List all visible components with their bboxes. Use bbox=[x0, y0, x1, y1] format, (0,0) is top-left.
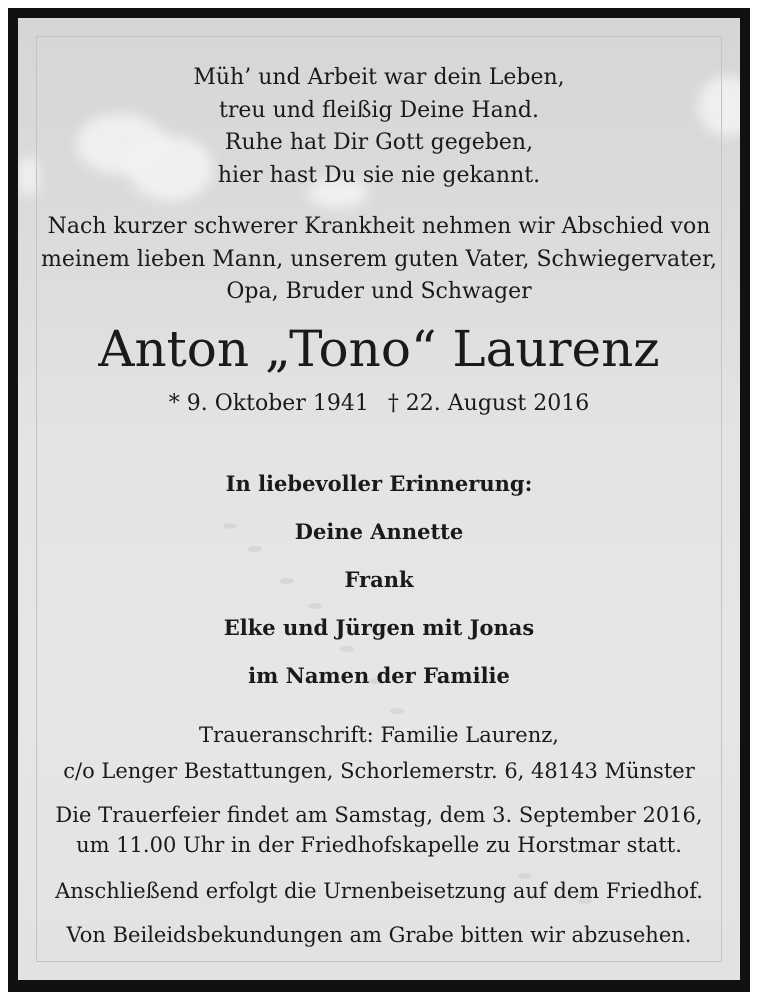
mourner-name: im Namen der Familie bbox=[248, 663, 510, 688]
birth-date: * 9. Oktober 1941 bbox=[168, 391, 369, 416]
poem-line: Ruhe hat Dir Gott gegeben, bbox=[224, 130, 534, 155]
poem bbox=[18, 62, 740, 192]
obituary-card bbox=[18, 18, 740, 980]
mourner-name: Elke und Jürgen mit Jonas bbox=[223, 615, 535, 640]
intro-line: Opa, Bruder und Schwager bbox=[226, 279, 532, 304]
service-line: Die Trauerfeier findet am Samstag, dem 3. September 2016, bbox=[55, 803, 703, 827]
address-line: Traueranschrift: Familie Laurenz, bbox=[199, 723, 559, 747]
obituary-frame bbox=[8, 8, 750, 992]
intro-line: Nach kurzer schwerer Krankheit nehmen wir Abschied von bbox=[47, 214, 711, 239]
funeral-service bbox=[18, 800, 740, 860]
address-line: c/o Lenger Bestattungen, Schorlemerstr. 6, 48143 Münster bbox=[63, 759, 695, 783]
mourner-name: Deine Annette bbox=[294, 519, 464, 544]
service-line: um 11.00 Uhr in der Friedhofskapelle zu Horstmar statt. bbox=[76, 833, 682, 857]
life-dates bbox=[18, 389, 740, 419]
intro-line: meinem lieben Mann, unserem guten Vater, Schwiegervater, bbox=[40, 246, 718, 272]
burial-note: Anschließend erfolgt die Urnenbeisetzung auf dem Friedhof. bbox=[55, 879, 703, 903]
poem-line: hier hast Du sie nie gekannt. bbox=[217, 162, 541, 188]
mourner-name: Frank bbox=[344, 567, 414, 592]
memory-heading: In liebevoller Erinnerung: bbox=[225, 471, 533, 496]
condolence-note: Von Beileidsbekundungen am Grabe bitten wir abzusehen. bbox=[66, 923, 692, 947]
mourning-address bbox=[18, 717, 740, 789]
death-date: † 22. August 2016 bbox=[387, 391, 590, 416]
intro-text bbox=[18, 211, 740, 309]
poem-line: treu und fleißig Deine Hand. bbox=[219, 97, 539, 123]
poem-line: Müh’ und Arbeit war dein Leben, bbox=[193, 65, 565, 90]
deceased-name: Anton „Tono“ Laurenz bbox=[98, 320, 660, 378]
